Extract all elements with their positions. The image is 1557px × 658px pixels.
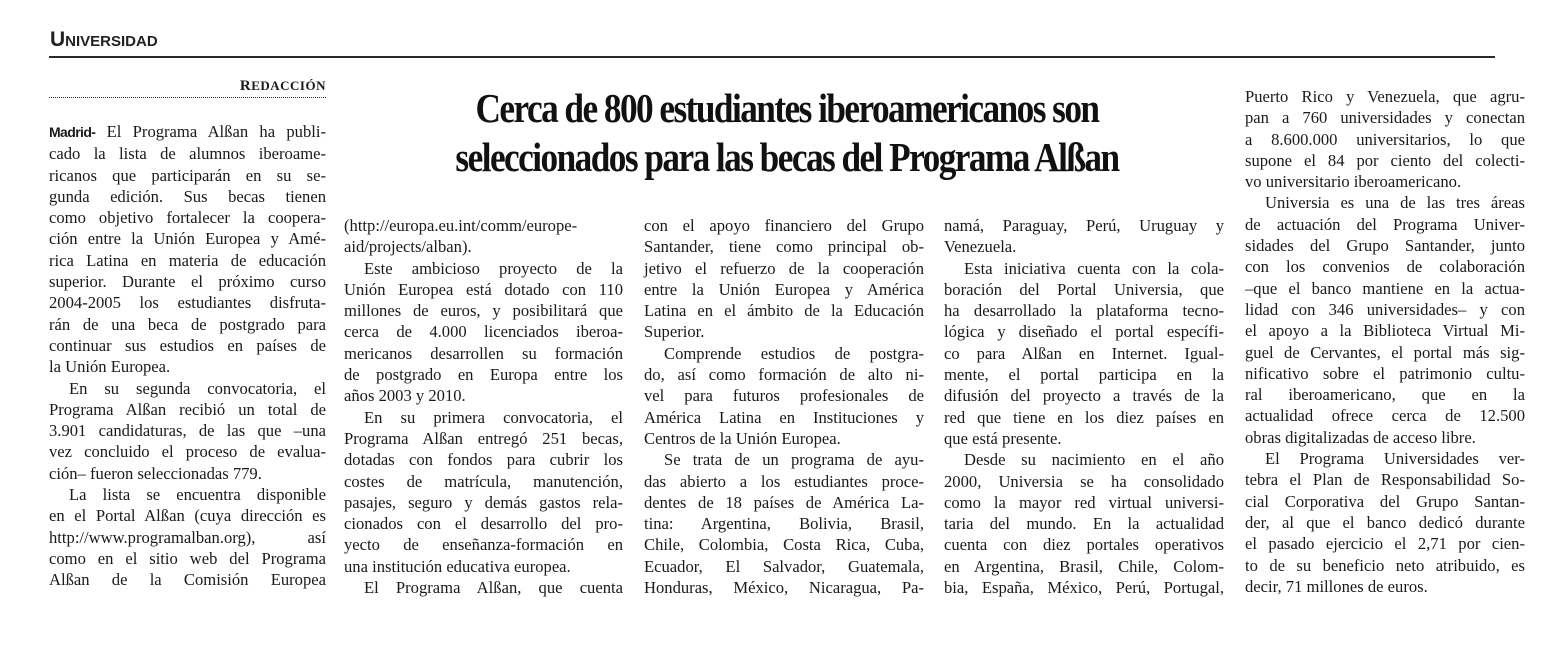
text-line: Este ambicioso proyecto de la — [364, 258, 623, 278]
text-line: nificativo sobre el patrimonio cultu- — [1245, 363, 1525, 383]
article-column-5 — [1245, 86, 1525, 597]
text-line: (http://europa.eu.int/comm/europe- — [344, 216, 578, 235]
byline — [49, 78, 326, 95]
text-line: das abierto a los estudiantes proce- — [644, 471, 924, 491]
text-line: ción entre la Unión Europea y Amé- — [49, 229, 326, 249]
text-line: El Programa Universidades ver- — [1265, 449, 1525, 469]
text-line: como la mayor red virtual universi- — [944, 492, 1224, 512]
headline-line-2: seleccionados para las becas del Programa Alßan — [455, 134, 1119, 180]
text-line: aid/projects/alban). — [344, 237, 472, 257]
text-line: co para Alßan en Internet. Igual- — [944, 343, 1224, 363]
text-line: rica Latina en materia de educación — [49, 250, 326, 270]
text-line: mente, el portal participa en la — [944, 365, 1224, 385]
text-line: Se trata de un programa de ayu- — [664, 450, 924, 470]
text-line: tebra el Plan de Responsabilidad So- — [1245, 470, 1525, 490]
text-line: a 8.600.000 universitarios, lo que — [1245, 129, 1525, 149]
text-line: con el apoyo financiero del Grupo — [644, 216, 924, 235]
text-line: En su segunda convocatoria, el — [69, 378, 326, 398]
text-line: como en el sitio web del Programa — [49, 548, 326, 568]
text-line: Santander, tiene como principal ob- — [644, 237, 924, 257]
text-line: boración del Portal Universia, que — [944, 279, 1224, 299]
text-line: Alßan de la Comisión Europea — [49, 570, 326, 590]
text-line: el pasado ejercicio el 2,71 por cien- — [1245, 534, 1525, 554]
text-line: El Programa Alßan, que cuenta — [364, 578, 623, 598]
text-line: ción– fueron seleccionadas 779. — [49, 463, 262, 483]
text-line: la Unión Europea. — [49, 357, 171, 377]
text-line: difusión del proyecto a través de la — [944, 386, 1224, 406]
text-line: vez concluido el proceso de evalua- — [49, 442, 326, 462]
byline-rest: EDACCIÓN — [251, 78, 326, 93]
text-line: el apoyo a la Biblioteca Virtual Mi- — [1245, 321, 1525, 341]
text-line: como objetivo fortalecer la coopera- — [49, 208, 326, 228]
text-line: dentes de 18 países de América La- — [644, 492, 924, 512]
text-line: Centros de la Unión Europea. — [644, 428, 841, 448]
text-line: Honduras, México, Nicaragua, Pa- — [644, 578, 924, 598]
text-line: en el Portal Alßan (cuya dirección es — [49, 506, 326, 526]
text-line: gunda edición. Sus becas tienen — [49, 186, 326, 206]
text-line: obras digitalizadas de acceso libre. — [1245, 427, 1476, 447]
text-line: ral iberoamericano, que en la — [1245, 385, 1525, 405]
text-line: red que tiene en los diez países en — [944, 407, 1224, 427]
dateline: Madrid- — [49, 124, 96, 140]
text-line: costes de matrícula, manutención, — [344, 471, 623, 491]
text-line: de actuación del Programa Univer- — [1245, 214, 1525, 234]
text-line: dotadas con fondos para cubrir los — [344, 450, 623, 470]
text-line: con los convenios de colaboración — [1245, 257, 1525, 277]
text-line: Venezuela. — [944, 237, 1017, 257]
text-line: –que el banco mantiene en la actua- — [1245, 278, 1525, 298]
text-line: Ecuador, El Salvador, Guatemala, — [644, 556, 924, 576]
text-line: entre la Unión Europea y América — [644, 279, 924, 299]
section-title-rest: NIVERSIDAD — [65, 33, 158, 50]
text-line: cerca de 4.000 licenciados iberoa- — [344, 322, 623, 342]
text-line: Latina en el ámbito de la Educación — [644, 301, 924, 321]
text-line: pan a 760 universidades y conectan — [1245, 108, 1525, 128]
text-line: to de su beneficio neto atribuido, es — [1245, 555, 1525, 575]
text-line: sidades del Grupo Santander, junto — [1245, 236, 1525, 256]
article-column-3 — [644, 215, 924, 598]
section-rule — [49, 56, 1495, 58]
text-line: der, al que el banco dedicó durante — [1245, 512, 1525, 532]
text-line: cado la lista de alumnos iberoame- — [49, 144, 326, 164]
text-line: Programa Alßan entregó 251 becas, — [344, 428, 623, 448]
text-line: mericanos desarrollen su formación — [344, 343, 623, 363]
text-line: que está presente. — [944, 428, 1062, 448]
text-line: cionados con el desarrollo del pro- — [344, 514, 623, 534]
headline — [404, 84, 1169, 182]
text-line: Superior. — [644, 322, 705, 342]
text-line: Chile, Colombia, Costa Rica, Cuba, — [644, 535, 924, 555]
text-line: do, así como formación de alto ni- — [644, 365, 924, 385]
text-line: bia, España, México, Perú, Portugal, — [944, 578, 1224, 598]
byline-initial: R — [239, 78, 252, 94]
text-line: supone el 84 por ciento del colecti- — [1245, 150, 1525, 170]
text-line-content: El Programa Alßan ha publi- — [95, 122, 326, 141]
text-line: de postgrado en Europa entre los — [344, 365, 623, 385]
text-line: vel para futuros profesionales de — [644, 386, 924, 406]
text-line: rán de una beca de postgrado para — [49, 314, 326, 334]
text-line: Universia es una de las tres áreas — [1265, 193, 1525, 213]
text-line: taria del mundo. En la actualidad — [944, 514, 1224, 534]
text-line: Esta iniciativa cuenta con la cola- — [964, 258, 1224, 278]
text-line: Puerto Rico y Venezuela, que agru- — [1245, 87, 1525, 106]
article-column-4 — [944, 215, 1224, 598]
text-line: 2004-2005 los estudiantes disfruta- — [49, 293, 326, 313]
text-line: ricanos que participarán en su se- — [49, 165, 326, 185]
text-line: pasajes, seguro y demás gastos rela- — [344, 492, 623, 512]
article-column-1 — [49, 121, 326, 591]
text-line: http://www.programalban.org), así — [49, 527, 326, 547]
text-line: jetivo el refuerzo de la cooperación — [644, 258, 924, 278]
text-line: Comprende estudios de postgra- — [664, 343, 924, 363]
byline-dotted-rule — [49, 97, 326, 98]
text-line: superior. Durante el próximo curso — [49, 272, 326, 292]
text-line: Programa Alßan recibió un total de — [49, 399, 326, 419]
section-title — [50, 28, 158, 52]
text-line: en Argentina, Brasil, Chile, Colom- — [944, 556, 1224, 576]
text-line: lidad con 346 universidades– y con — [1245, 299, 1525, 319]
text-line: ha desarrollado la plataforma tecno- — [944, 301, 1224, 321]
text-line: vo universitario iberoamericano. — [1245, 172, 1462, 192]
text-line: años 2003 y 2010. — [344, 386, 466, 406]
text-line: namá, Paraguay, Perú, Uruguay y — [944, 216, 1224, 235]
headline-line-1: Cerca de 800 estudiantes iberoamericanos son — [475, 85, 1099, 131]
text-line: decir, 71 millones de euros. — [1245, 576, 1428, 596]
text-line: lógica y diseñado el portal específi- — [944, 322, 1224, 342]
text-line: cial Corporativa del Grupo Santan- — [1245, 491, 1525, 511]
text-line: yecto de enseñanza-formación en — [344, 535, 623, 555]
section-title-initial: U — [50, 28, 66, 51]
text-line: tina: Argentina, Bolivia, Brasil, — [644, 514, 924, 534]
text-line: 2000, Universia se ha consolidado — [944, 471, 1224, 491]
text-line: actualidad ofrece cerca de 12.500 — [1245, 406, 1525, 426]
text-line: Unión Europea está dotado con 110 — [344, 279, 623, 299]
article-column-2 — [344, 215, 623, 598]
text-line: En su primera convocatoria, el — [364, 407, 623, 427]
text-line: una institución educativa europea. — [344, 556, 571, 576]
text-line: millones de euros, y posibilitará que — [344, 301, 623, 321]
text-line — [49, 121, 326, 143]
text-line: cuenta con diez portales operativos — [944, 535, 1224, 555]
text-line: continuar sus estudios en países de — [49, 335, 326, 355]
text-line: 3.901 candidaturas, de las que –una — [49, 421, 326, 441]
text-line: América Latina en Instituciones y — [644, 407, 924, 427]
text-line: La lista se encuentra disponible — [69, 485, 326, 505]
text-line: guel de Cervantes, el portal más sig- — [1245, 342, 1525, 362]
text-line: Desde su nacimiento en el año — [964, 450, 1224, 470]
